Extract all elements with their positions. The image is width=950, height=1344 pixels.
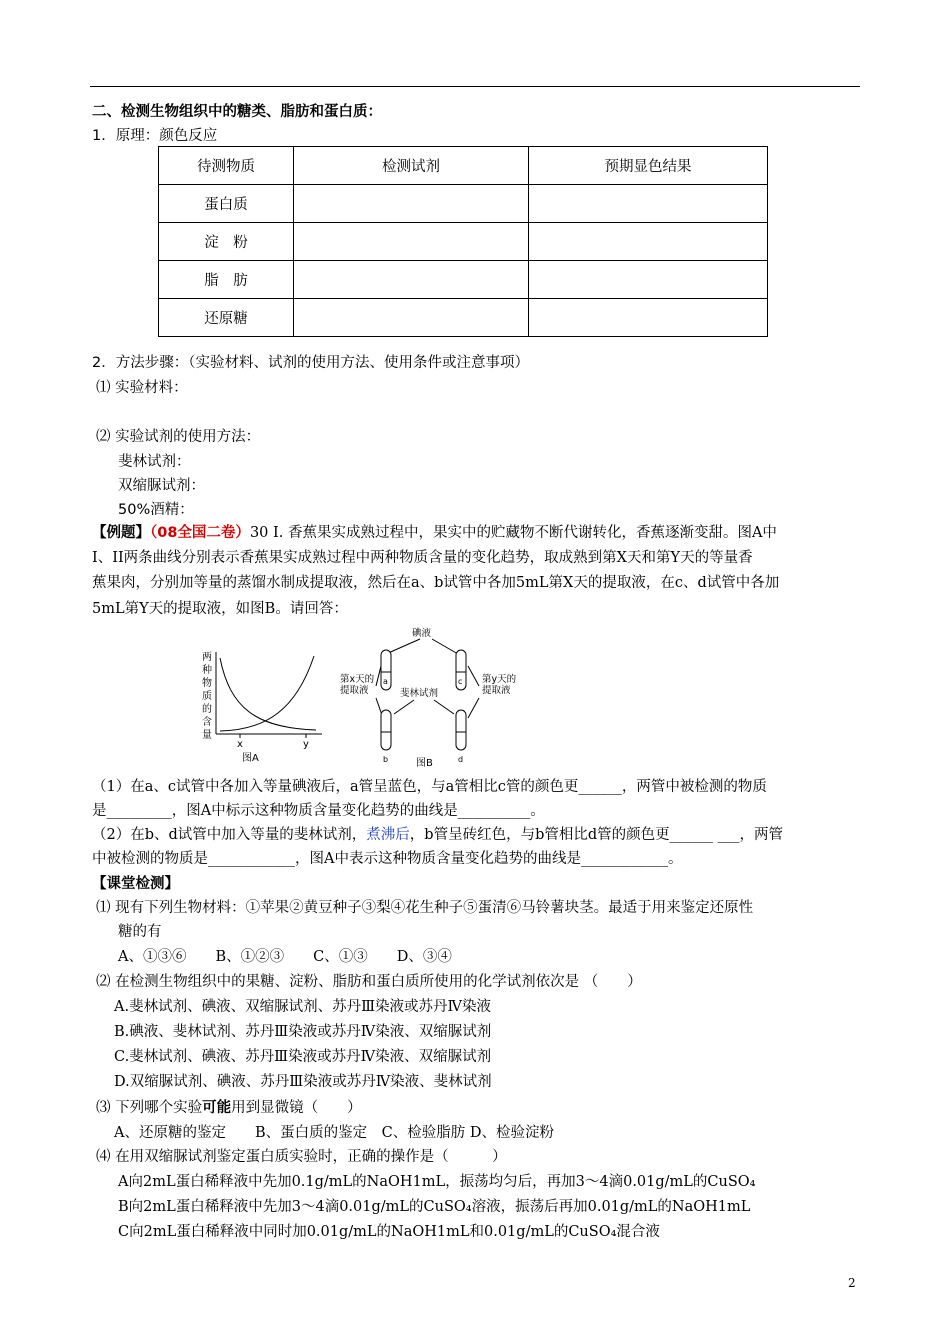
principle-heading: 1．原理：颜色反应: [92, 128, 218, 144]
table-row: [159, 223, 768, 261]
figa-ylabel-char: 质: [202, 691, 212, 702]
test-2-option-a: A.斐林试剂、碘液、双缩脲试剂、苏丹Ⅲ染液或苏丹Ⅳ染液: [114, 999, 492, 1015]
figa-ylabel-char: 种: [202, 665, 212, 676]
figb-left-label: 第x天的: [340, 674, 375, 685]
figb-tube-a-label: a: [383, 677, 388, 686]
figb-arrow: [376, 666, 381, 686]
row-label: 蛋白质: [159, 185, 294, 223]
example-line-3: 蕉果肉，分别加等量的蒸馏水制成提取液，然后在a、b试管中各加5mL第X天的提取液，在c、d试管中各加: [92, 575, 780, 591]
header-cell: 检测试剂: [294, 147, 529, 185]
method-item-1: ⑴ 实验材料：: [96, 380, 188, 396]
method-title: 2．方法步骤：（实验材料、试剂的使用方法、使用条件或注意事项）: [92, 355, 529, 371]
answer-cell[interactable]: [529, 223, 768, 261]
biuret-reagent: 双缩脲试剂：: [118, 478, 205, 494]
figb-tube-b-label: b: [383, 755, 389, 764]
test-2-question: ⑵ 在检测生物组织中的果糖、淀粉、脂肪和蛋白质所使用的化学试剂依次是 （ ）: [96, 974, 642, 990]
figa-ylabel-char: 量: [202, 730, 212, 741]
test-1-line-1: ⑴ 现有下列生物材料：①苹果②黄豆种子③梨④花生种子⑤蛋清⑥马铃薯块茎。最适于用来鉴定还原性: [96, 900, 754, 916]
header-rule: [90, 86, 860, 87]
figb-left-label: 提取液: [340, 685, 369, 696]
header-cell: 预期显色结果: [529, 147, 768, 185]
answer-cell[interactable]: [294, 185, 529, 223]
question-1-line-2: 是_________，图A中标示这种物质含量变化趋势的曲线是__________。: [92, 803, 545, 819]
answer-cell[interactable]: [294, 261, 529, 299]
answer-cell[interactable]: [529, 185, 768, 223]
table-row: [159, 185, 768, 223]
figb-tube-d-label: d: [458, 755, 464, 764]
question-2-line-1: [92, 823, 783, 844]
test-3-emphasis: 可能: [202, 1099, 232, 1116]
example-line-4: 5mL第Y天的提取液，如图B。请回答：: [92, 601, 348, 617]
test-3-text: ⑶ 下列哪个实验: [96, 1100, 203, 1116]
test-2-option-c: C.斐林试剂、碘液、苏丹Ⅲ染液或苏丹Ⅳ染液、双缩脲试剂: [114, 1049, 492, 1065]
figa-caption: 图A: [242, 753, 259, 764]
fehling-reagent: 斐林试剂：: [118, 454, 191, 470]
figb-arrow: [434, 700, 454, 714]
example-source: （08全国二卷）: [150, 525, 250, 541]
figa-curve-increasing: [220, 656, 314, 731]
table-row: [159, 299, 768, 337]
question-2-text: ，b管呈砖红色，与b管相比d管的颜色更______ ___，两管: [409, 827, 784, 843]
figb-fehling-label: 斐林试剂: [400, 688, 439, 699]
test-4-option-b: B向2mL蛋白稀释液中先加3～4滴0.01g/mL的CuSO₄溶液，振荡后再加0.01g/mL的NaOH1mL: [118, 1199, 751, 1215]
figa-ylabel-char: 的: [202, 704, 212, 715]
answer-cell[interactable]: [294, 299, 529, 337]
section-title: 二、检测生物组织中的糖类、脂肪和蛋白质：: [92, 104, 382, 120]
color-reaction-table: [158, 146, 768, 337]
example-line-2: I、II两条曲线分别表示香蕉果实成熟过程中两种物质含量的变化趋势，取成熟到第X天和第Y天的等量香: [92, 550, 753, 566]
example-text: 30 I. 香蕉果实成熟过程中，果实中的贮藏物不断代谢转化，香蕉逐渐变甜。图A中: [249, 525, 777, 541]
answer-cell[interactable]: [529, 299, 768, 337]
figb-tube-c-label: c: [458, 677, 463, 686]
figb-arrow: [386, 639, 420, 654]
test-1-line-2: 糖的有: [118, 924, 162, 940]
example-label: 【例题】: [92, 525, 150, 541]
figa-ylabel-char: 含: [202, 717, 212, 728]
question-1-line-1: （1）在a、c试管中各加入等量碘液后，a管呈蓝色，与a管相比c管的颜色更______，两管中被检测的物质: [92, 779, 767, 795]
test-2-option-b: B.碘液、斐林试剂、苏丹Ⅲ染液或苏丹Ⅳ染液、双缩脲试剂: [114, 1024, 492, 1040]
example-line-1: [92, 521, 777, 542]
figa-y-label: y: [303, 739, 309, 750]
test-1-options: A、①③⑥ B、①②③ C、①③ D、③④: [118, 949, 452, 965]
figb-arrow: [394, 700, 414, 714]
row-label: 还原糖: [159, 299, 294, 337]
figa-ylabel-char: 两: [202, 652, 212, 663]
figure-a: [196, 648, 326, 766]
alcohol-reagent: 50%酒精：: [118, 502, 194, 518]
test-3-options: A、还原糖的鉴定 B、蛋白质的鉴定 C、检验脂肪 D、检验淀粉: [114, 1125, 554, 1141]
test-4-option-c: C向2mL蛋白稀释液中同时加0.01g/mL的NaOH1mL和0.01g/mL的CuSO₄混合液: [118, 1224, 660, 1240]
figb-right-label: 第y天的: [482, 674, 517, 685]
page-number: 2: [848, 1276, 856, 1290]
test-4-question: ⑷ 在用双缩脲试剂鉴定蛋白质实验时，正确的操作是（ ）: [96, 1149, 507, 1165]
classroom-check-heading: 【课堂检测】: [92, 876, 179, 892]
table-header-row: [159, 147, 768, 185]
question-2-text: （2）在b、d试管中加入等量的斐林试剂，: [92, 827, 367, 843]
test-3-text: 用到显微镜（ ）: [231, 1100, 362, 1116]
row-label: 脂 肪: [159, 261, 294, 299]
test-2-option-d: D.双缩脲试剂、碘液、苏丹Ⅲ染液或苏丹Ⅳ染液、斐林试剂: [114, 1074, 492, 1090]
figa-ylabel-char: 物: [202, 678, 212, 689]
figb-iodine-label: 碘液: [412, 628, 432, 639]
figb-arrow: [468, 698, 479, 718]
test-4-option-a: A向2mL蛋白稀释液中先加0.1g/mL的NaOH1mL，振荡均匀后，再加3～4滴0.01g/mL的CuSO₄: [118, 1174, 756, 1190]
figure-b: [336, 626, 536, 770]
row-label: 淀 粉: [159, 223, 294, 261]
test-tube-b: [381, 710, 391, 750]
answer-cell[interactable]: [294, 223, 529, 261]
figb-arrow: [468, 666, 479, 686]
test-tube-d: [456, 710, 466, 750]
figb-right-label: 提取液: [482, 685, 511, 696]
table-row: [159, 261, 768, 299]
header-cell: 待测物质: [159, 147, 294, 185]
figb-caption: 图B: [416, 758, 433, 769]
method-item-2: ⑵ 实验试剂的使用方法：: [96, 429, 261, 445]
test-3-question: [96, 1096, 362, 1117]
figb-arrow: [432, 639, 458, 654]
figa-x-label: x: [237, 739, 243, 750]
boiling-highlight: 煮沸后: [366, 827, 410, 843]
answer-cell[interactable]: [529, 261, 768, 299]
question-2-line-2: 中被检测的物质是____________，图A中表示这种物质含量变化趋势的曲线是____________。: [92, 851, 683, 867]
